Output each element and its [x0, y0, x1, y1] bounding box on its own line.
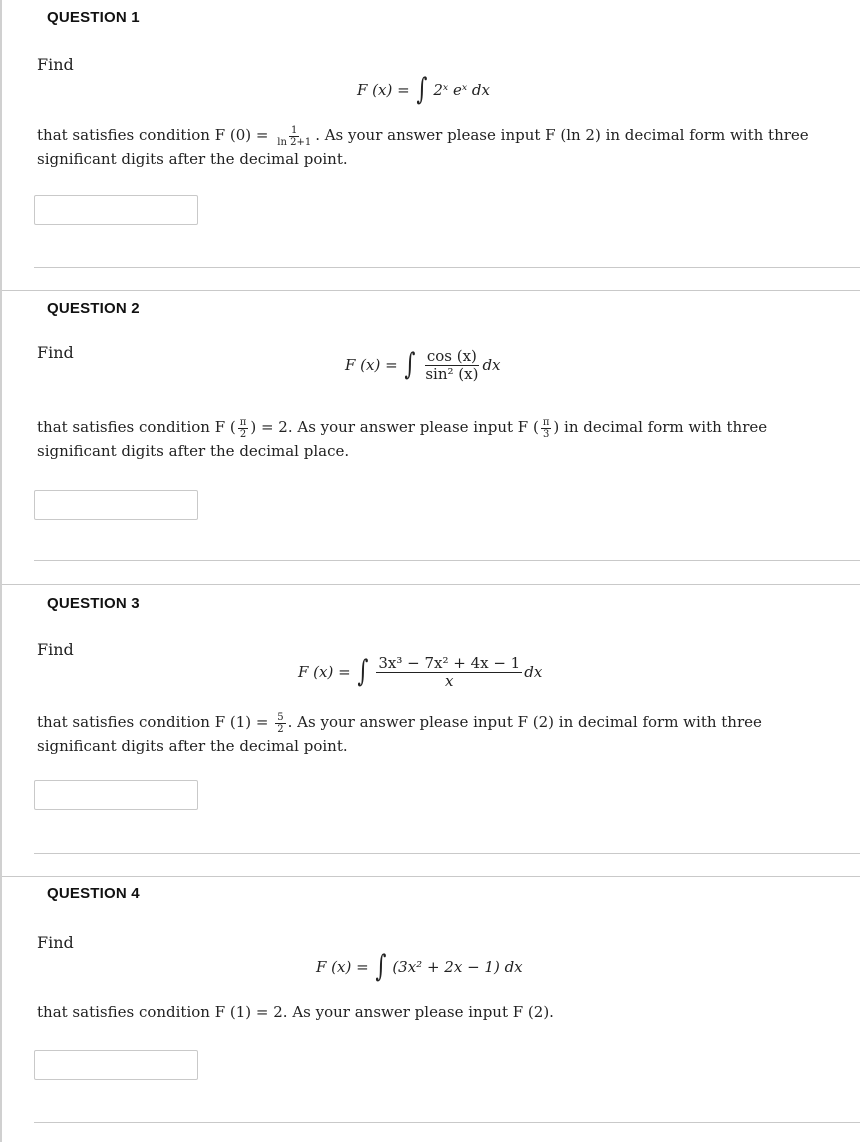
instruction-text: . As your answer please input F (ln 2) in decimal form with three significant digits after the decimal point. [37, 126, 809, 168]
condition-text: that satisfies condition F [37, 418, 226, 436]
question-1-heading: QUESTION 1 [47, 9, 140, 26]
integral-sign: ∫ [375, 949, 386, 984]
question-4-text: that satisfies condition F (1) = 2. As your answer please input F (2). [37, 1003, 554, 1021]
question-border [0, 876, 2, 1142]
question-2-heading: QUESTION 2 [47, 300, 140, 317]
section-separator [0, 876, 860, 877]
instruction-text: in decimal form with three significant digits after the decimal place. [37, 418, 768, 460]
condition-text: that satisfies condition F (0) = [37, 126, 269, 144]
condition-fraction [238, 417, 249, 440]
equation-lhs: F (x) = [316, 958, 369, 976]
find-label: Find [37, 933, 74, 952]
fraction-numerator: 5 [277, 711, 284, 723]
section-separator [0, 584, 860, 585]
fraction-numerator: 1 [291, 124, 298, 136]
condition-fraction [275, 712, 285, 735]
differential: dx [524, 663, 543, 681]
integrand-fraction [376, 655, 522, 689]
find-label: Find [37, 343, 74, 362]
question-border [0, 0, 2, 290]
question-1-equation [357, 72, 490, 107]
fraction-denominator: 3 [542, 428, 550, 440]
input-fraction [541, 417, 552, 440]
condition-text: that satisfies condition F (1) = [37, 713, 269, 731]
find-label: Find [37, 55, 74, 74]
equation-lhs: F (x) = [345, 356, 398, 374]
question-3-heading: QUESTION 3 [47, 595, 140, 612]
condition-fraction [275, 125, 313, 148]
section-separator [0, 290, 860, 291]
question-divider [34, 1122, 860, 1123]
fraction-denominator: 2 [239, 428, 247, 440]
fraction-numerator: cos (x) [426, 347, 477, 365]
fraction-numerator: 3x³ − 7x² + 4x − 1 [378, 654, 521, 672]
find-label: Find [37, 640, 74, 659]
question-1-answer-input[interactable] [34, 195, 198, 225]
fraction-denominator: sin² (x) [425, 364, 479, 383]
question-border [0, 290, 2, 584]
equation-lhs: F (x) = [298, 663, 351, 681]
question-2-text: that satisfies condition F ( $\frac{\pi}{2}$ ) = 2. As your answer please input F ( $\frac{\pi}{3}$ ) in decimal form with three significant digits after the decimal place. [37, 416, 768, 460]
integral-sign: ∫ [416, 72, 427, 107]
fraction-denominator: ln 2+1 [277, 136, 312, 148]
question-3-equation [298, 655, 542, 689]
integral-sign: ∫ [404, 347, 415, 382]
integrand: (3x² + 2x − 1) dx [392, 958, 523, 976]
fraction-numerator: π [239, 416, 247, 428]
integrand: 2ˣ eˣ dx [433, 81, 490, 99]
fraction-denominator: 2 [277, 723, 284, 735]
question-1-text [37, 124, 837, 170]
fraction-denominator: x [445, 671, 454, 690]
question-4-answer-input[interactable] [34, 1050, 198, 1080]
fraction-numerator: π [542, 416, 550, 428]
question-divider [34, 267, 860, 268]
question-divider [34, 853, 860, 854]
question-4-equation [316, 949, 523, 984]
question-divider [34, 560, 860, 561]
equation-lhs: F (x) = [357, 81, 410, 99]
integrand-fraction [423, 348, 480, 382]
question-2-equation [345, 348, 501, 382]
question-3-answer-input[interactable] [34, 780, 198, 810]
question-3-text [37, 711, 837, 757]
instruction-text: . As your answer please input F (2) in decimal form with three significant digits after the decimal point. [37, 713, 762, 755]
integral-sign: ∫ [357, 654, 368, 689]
question-border [0, 584, 2, 876]
question-2-answer-input[interactable] [34, 490, 198, 520]
question-4-heading: QUESTION 4 [47, 885, 140, 902]
instruction-text: = 2. As your answer please input F [260, 418, 529, 436]
differential: dx [482, 356, 501, 374]
